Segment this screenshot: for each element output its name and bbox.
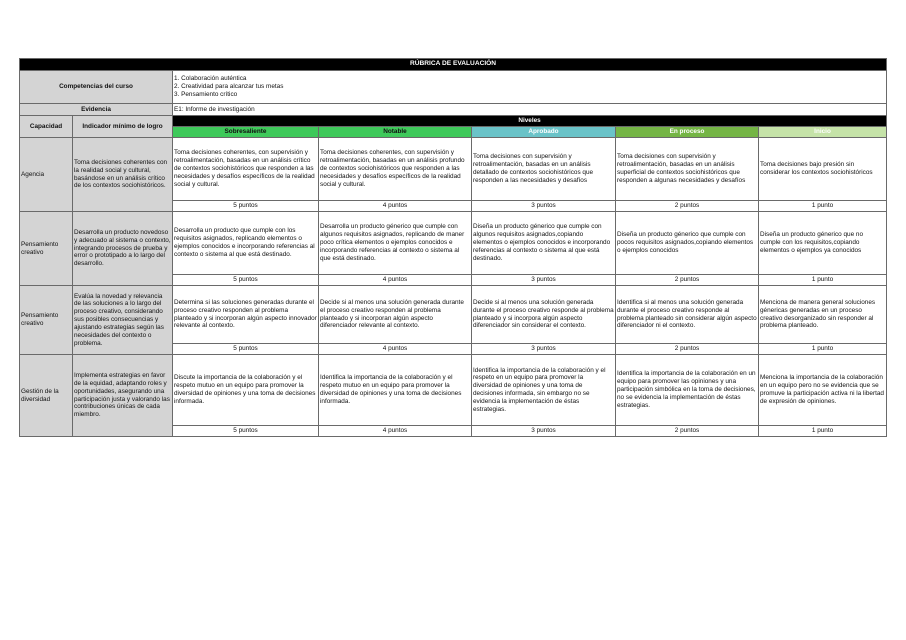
indicador-cell: Implementa estrategias en favor de la equidad, adaptando roles y oportunidades, asegurando una participación justa y valorando las contribuciones únicas de cada miembro. bbox=[73, 355, 173, 437]
points-cell: 1 punto bbox=[759, 344, 887, 355]
points-cell: 3 puntos bbox=[472, 426, 616, 437]
indicador-cell: Toma decisiones coherentes con la realidad social y cultural, basándose en un análisis crítico de los contextos sociohistóricos. bbox=[73, 138, 173, 212]
points-cell: 2 puntos bbox=[616, 426, 759, 437]
competencia-item: 3. Pensamiento crítico bbox=[174, 90, 238, 98]
descriptor-cell: Identifica la importancia de la colaboración y el respeto mutuo en un equipo para promover la diversidad de opiniones y una toma de decisiones informada. bbox=[319, 355, 472, 426]
capacidad-header: Capacidad bbox=[20, 116, 73, 138]
title-row bbox=[20, 59, 887, 71]
points-cell: 4 puntos bbox=[319, 344, 472, 355]
descriptor-cell: Identifica la importancia de la colaboración y el respeto en un equipo para promover la diversidad de opiniones y una toma de decisiones informada, sin embargo no se evidencia la implementación de éstas estrategias. bbox=[472, 355, 616, 426]
descriptor-cell: Identifica la importancia de la colaboración en un equipo para promover las opiniones y una participación simbólica en la toma de decisiones, no se evidencia la implementación de éstas estrategias. bbox=[616, 355, 759, 426]
descriptor-cell: Toma decisiones bajo presión sin considerar los contextos sociohistóricos bbox=[759, 138, 887, 201]
rubric-title: RÚBRICA DE EVALUACIÓN bbox=[20, 59, 887, 71]
descriptor-cell: Diseña un producto génerico que cumple con pocos requisitos asignados,copiando elementos o ejemplos conocidos bbox=[616, 212, 759, 275]
descriptor-cell: Diseña un producto génerico que cumple con algunos requisitos asignados,copiando elementos o ejemplos conocidos e incorporando referencias al contexto o sistema al que está destinado. bbox=[472, 212, 616, 275]
rubric-table bbox=[19, 58, 887, 437]
descriptor-cell: Determina si las soluciones generadas durante el proceso creativo responden al problema planteado y si incorporan algún aspecto innovador relevante al contexto. bbox=[173, 286, 319, 344]
capacidad-cell: Gestión de la diversidad bbox=[20, 355, 73, 437]
points-cell: 3 puntos bbox=[472, 201, 616, 212]
descriptor-cell: Discute la importancia de la colaboración y el respeto mutuo en un equipo para promover la diversidad de opiniones y una toma de decisiones informada. bbox=[173, 355, 319, 426]
criterion-row bbox=[20, 286, 887, 344]
descriptor-cell: Toma decisiones con supervisión y retroalimentación, basadas en un análisis detallado de contextos sociohistóricos que responden a las necesidades y desafíos bbox=[472, 138, 616, 201]
descriptor-cell: Decide si al menos una solución generada durante el proceso creativo responden al problema planteado y si incorporan algún aspecto diferenciador relevante al contexto. bbox=[319, 286, 472, 344]
level-inicio: Inicio bbox=[759, 127, 887, 138]
points-cell: 5 puntos bbox=[173, 344, 319, 355]
points-cell: 2 puntos bbox=[616, 201, 759, 212]
competencias-label: Competencias del curso bbox=[20, 71, 173, 104]
competencia-item: 2. Creatividad para alcanzar tus metas bbox=[174, 83, 284, 91]
points-cell: 3 puntos bbox=[472, 344, 616, 355]
points-cell: 1 punto bbox=[759, 201, 887, 212]
indicador-header: Indicador mínimo de logro bbox=[73, 116, 173, 138]
competencias-row bbox=[20, 71, 887, 104]
descriptor-cell: Desarrolla un producto génerico que cumple con algunos requisitos asignados, replicando de maner poco crítica elementos o ejemplos conocidos e incorporando referencias al contexto o sistema al que está destinado. bbox=[319, 212, 472, 275]
descriptor-cell: Toma decisiones con supervisión y retroalimentación, basadas en un análisis superficial de contextos sociohistóricos que responden a algunas necesidades y desafíos bbox=[616, 138, 759, 201]
level-aprobado: Aprobado bbox=[472, 127, 616, 138]
niveles-header: Niveles bbox=[173, 116, 887, 127]
points-cell: 5 puntos bbox=[173, 275, 319, 286]
descriptor-cell: Diseña un producto génerico que no cumple con los requisitos,copiando elementos o ejemplos ya conocidos bbox=[759, 212, 887, 275]
criterion-row bbox=[20, 355, 887, 426]
points-cell: 3 puntos bbox=[472, 275, 616, 286]
level-notable: Notable bbox=[319, 127, 472, 138]
points-cell: 1 punto bbox=[759, 426, 887, 437]
points-cell: 5 puntos bbox=[173, 201, 319, 212]
criterion-row bbox=[20, 138, 887, 201]
descriptor-cell: Toma decisiones coherentes, con supervisión y retroalimentación, basadas en un análisis profundo de contextos sociohistóricos que responden a las necesidades y desafíos específicos de la realidad social y cultural. bbox=[319, 138, 472, 201]
descriptor-cell: Menciona de manera general soluciones génericas generadas en un proceso creativo desorganizado sin responder al problema planteado. bbox=[759, 286, 887, 344]
capacidad-cell: Pensamiento creativo bbox=[20, 212, 73, 286]
descriptor-cell: Menciona la importancia de la colaboración en un equipo pero no se evidencia que se promuve la participación activa ni la libertad de expresión de opiniones. bbox=[759, 355, 887, 426]
competencias-list bbox=[173, 71, 887, 104]
indicador-cell: Evalúa la novedad y relevancia de las soluciones a lo largo del proceso creativo, considerando sus posibles consecuencias y ajustando estrategias según las necesidades del contexto o problema. bbox=[73, 286, 173, 355]
points-cell: 5 puntos bbox=[173, 426, 319, 437]
descriptor-cell: Desarrolla un producto que cumple con los requisitos asignados, replicando elementos o ejemplos conocidos e incorporando referencias al contexto o sistema al que está destinado. bbox=[173, 212, 319, 275]
level-en-proceso: En proceso bbox=[616, 127, 759, 138]
levels-header-row bbox=[20, 116, 887, 127]
evidencia-label: Evidencia bbox=[20, 104, 173, 116]
points-cell: 4 puntos bbox=[319, 275, 472, 286]
points-cell: 2 puntos bbox=[616, 275, 759, 286]
points-cell: 4 puntos bbox=[319, 426, 472, 437]
evidencia-value: E1: Informe de investigación bbox=[173, 104, 887, 116]
points-cell: 2 puntos bbox=[616, 344, 759, 355]
descriptor-cell: Identifica si al menos una solución generada durante el proceso creativo responde al problema planteado sin considerar algún aspecto diferenciador ni el contexto. bbox=[616, 286, 759, 344]
capacidad-cell: Pensamiento creativo bbox=[20, 286, 73, 355]
points-cell: 4 puntos bbox=[319, 201, 472, 212]
descriptor-cell: Toma decisiones coherentes, con supervisión y retroalimentación, basadas en un análisis crítico de contextos sociohistóricos que responden a las necesidades y desafíos específicos de la realidad social y cultural. bbox=[173, 138, 319, 201]
indicador-cell: Desarrolla un producto novedoso y adecuado al sistema o contexto, integrando procesos de prueba y error o prototipado a lo largo del desarrollo. bbox=[73, 212, 173, 286]
descriptor-cell: Decide si al menos una solución generada durante el proceso creativo responde al problema planteado y si incorpora algún aspecto diferenciador sin considerar el contexto. bbox=[472, 286, 616, 344]
level-sobresaliente: Sobresaliente bbox=[173, 127, 319, 138]
evidencia-row bbox=[20, 104, 887, 116]
competencia-item: 1. Colaboración auténtica bbox=[174, 75, 247, 83]
capacidad-cell: Agencia bbox=[20, 138, 73, 212]
points-cell: 1 punto bbox=[759, 275, 887, 286]
criterion-row bbox=[20, 212, 887, 275]
